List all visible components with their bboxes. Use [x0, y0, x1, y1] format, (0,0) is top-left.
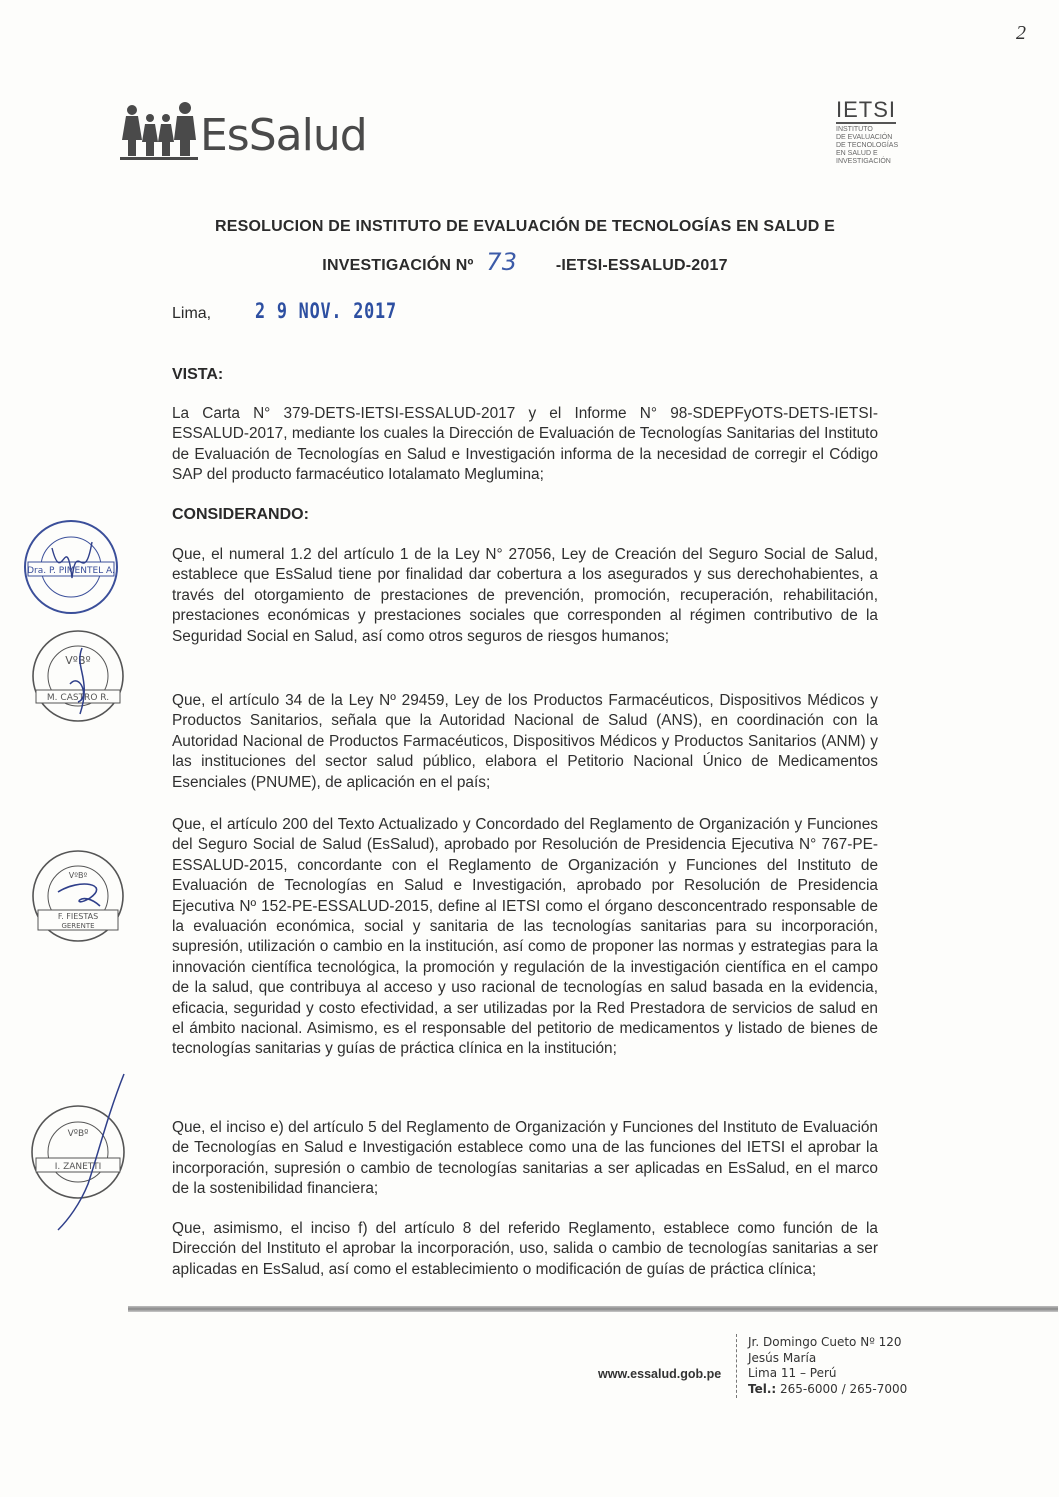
- footer-address: [748, 1335, 907, 1397]
- page-number: 2: [1016, 22, 1026, 44]
- seal-name-4: I. ZANETTI: [54, 1162, 102, 1172]
- title-suffix: -IETSI-ESSALUD-2017: [555, 257, 728, 274]
- footer-divider: [736, 1334, 737, 1398]
- considerando-heading: CONSIDERANDO:: [172, 506, 309, 523]
- considerando-paragraph-3: Que, el artículo 200 del Texto Actualizado y Concordado del Reglamento de Organización y Funciones del Seguro Social de Salud (EsSalud), aprobado por Resolución de Presidencia Ejecutiva N° 767-PE-ESSALUD-2015, concordante con el Reglamento de Organización y Funciones del Instituto de Evaluación de Tecnologías en Salud e Investigación, aprobado por Resolución de Presidencia Ejecutiva Nº 152-PE-ESSALUD-2015, define al IETSI como el órgano desconcentrado responsable de la evaluación económica, social y sanitaria de las tecnologías sanitarias para su incorporación, supresión, utilización o cambio en la institución, así como de proponer las normas y estrategias para la innovación científica tecnológica, la promoción y regulación de la investigación científica en el campo de la salud, que contribuya al acceso y uso racional de tecnologías en salud basada en la evidencia, eficacia, seguridad y costo efectividad, a ser utilizadas por la Red Prestadora de servicios de salud en el ámbito nacional. Asimismo, es el responsable del petitorio de medicamentos y listado de bienes de tecnologías sanitarias y guías de práctica clínica en la institución;: [172, 816, 878, 1058]
- address-line-2: Jesús María: [748, 1350, 817, 1365]
- seal-vobo-4: VºBº: [67, 1129, 89, 1139]
- phone-number: 265-6000 / 265-7000: [780, 1381, 908, 1396]
- title-prefix: INVESTIGACIÓN Nº: [322, 257, 474, 274]
- ietsi-subtitle: INSTITUTO DE EVALUACIÓN DE TECNOLOGÍAS EN SALUD E INVESTIGACIÓN: [836, 126, 899, 165]
- seal-stamp-2: [30, 628, 126, 729]
- seal-stamp-4: [28, 1094, 138, 1239]
- resolution-title-line1: RESOLUCION DE INSTITUTO DE EVALUACIÓN DE TECNOLOGÍAS EN SALUD E: [214, 218, 836, 235]
- place-label: Lima,: [172, 305, 212, 322]
- seal-name-1: Dra. P. PIMENTEL A.: [27, 566, 115, 576]
- ietsi-name: IETSI: [836, 97, 897, 122]
- resolution-title-line2: [140, 248, 910, 276]
- handwritten-resolution-number: 73: [486, 248, 518, 276]
- logo-text: EsSalud: [200, 110, 367, 161]
- considerando-paragraph-1: Que, el numeral 1.2 del artículo 1 de la Ley N° 27056, Ley de Creación del Seguro Social de Salud, establece que EsSalud tiene por finalidad dar cobertura a los asegurados y sus derechohabientes, a través del otorgamiento de prestaciones de prevención, promoción, recuperación, rehabilitación, prestaciones económicas y prestaciones sociales que corresponden al régimen contributivo de la Seguridad Social en Salud, así como otros seguros de riesgos humanos;: [172, 546, 878, 645]
- seal-name-2: M. CASTRO R.: [46, 693, 110, 703]
- address-phone: [748, 1382, 907, 1398]
- date-stamp: 2 9 NOV. 2017: [255, 299, 397, 323]
- seal-name-3: F. FIESTAS: [57, 912, 99, 921]
- footer-website-link[interactable]: www.essalud.gob.pe: [598, 1367, 722, 1381]
- considerando-paragraph-5: Que, asimismo, el inciso f) del artículo 8 del referido Reglamento, establece como función de la Dirección del Instituto el aprobar la incorporación, uso, salida o cambio de tecnologías sanitarias a ser aplicadas en EsSalud, así como el establecimiento o modificación de guías de práctica clínica;: [172, 1220, 878, 1278]
- phone-label: Tel.:: [748, 1381, 777, 1396]
- considerando-paragraph-2: Que, el artículo 34 de la Ley Nº 29459, Ley de los Productos Farmacéuticos, Dispositivos Médicos y Productos Sanitarios, señala que la Autoridad Nacional de Salud (ANS), en coordinación con la Autoridad Nacional de Productos Farmacéuticos, Dispositivos Médicos y Productos Sanitarios (ANM) y las instituciones del sector salud público, elabora el Petitorio Nacional Único de Medicamentos Esenciales (PNUME), de aplicación en el país;: [172, 692, 878, 791]
- family-figures-icon: [120, 100, 200, 162]
- seal-stamp-3: [30, 848, 126, 949]
- considerando-paragraph-4: Que, el inciso e) del artículo 5 del Reglamento de Organización y Funciones del Instituto de Evaluación de Tecnologías en Salud e Investigación establece como una de las funciones del IETSI el aprobar la incorporación, supresión o cambio de tecnologías sanitarias a ser aplicadas en EsSalud, en el marco de la sostenibilidad financiera;: [172, 1119, 878, 1198]
- seal-role-3: GERENTE: [61, 922, 95, 930]
- address-line-3: Lima 11 – Perú: [748, 1366, 837, 1380]
- address-line-1: Jr. Domingo Cueto Nº 120: [748, 1335, 902, 1349]
- seal-stamp-1: [22, 518, 120, 621]
- seal-vobo-3: VºBº: [68, 871, 88, 880]
- vista-heading: VISTA:: [172, 366, 224, 383]
- footer-rule: [128, 1306, 1058, 1312]
- seal-vobo-2: VºBº: [65, 654, 91, 667]
- ietsi-logo: [836, 98, 908, 166]
- vista-paragraph: La Carta N° 379-DETS-IETSI-ESSALUD-2017 y el Informe N° 98-SDEPFyOTS-DETS-IETSI-ESSALUD-2017, mediante los cuales la Dirección de Evaluación de Tecnologías Sanitarias del Instituto de Evaluación de Tecnologías en Salud e Investigación informa de la necesidad de corregir el Código SAP del producto farmacéutico Iotalamato Meglumina;: [172, 405, 878, 484]
